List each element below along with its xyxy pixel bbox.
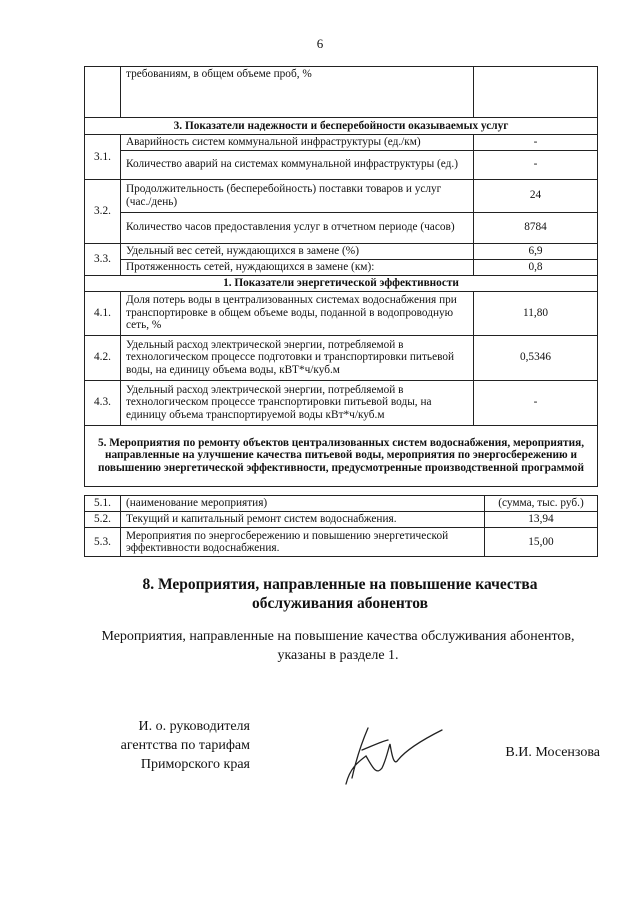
table-row xyxy=(85,512,598,528)
section-header-row xyxy=(85,275,598,291)
section-5-header: 5. Мероприятия по ремонту объектов централизованных систем водоснабжения, мероприятия, направленные на улучшение качества питьевой воды, мероприятия по энергосбережению и повышению энергетической эффективности, предусмотренные производственной программой xyxy=(85,425,598,486)
row-number-cell xyxy=(85,67,121,118)
signatory-position: И. о. руководителя агентства по тарифам Приморского края xyxy=(120,719,250,772)
row-text-cell: Доля потерь воды в централизованных системах водоснабжения при транспортировке в общем объеме воды, поданной в водопроводную сеть, % xyxy=(121,291,474,335)
row-value-cell: - xyxy=(474,135,598,151)
row-text-cell: Аварийность систем коммунальной инфраструктуры (ед./км) xyxy=(121,135,474,151)
section-header-row xyxy=(85,425,598,486)
row-value-cell: - xyxy=(474,380,598,425)
row-number-cell: 3.1. xyxy=(85,135,121,180)
section-4-header: 1. Показатели энергетической эффективности xyxy=(85,275,598,291)
row-value-cell: 11,80 xyxy=(474,291,598,335)
handwritten-signature xyxy=(332,720,452,790)
row-value-cell xyxy=(474,67,598,118)
table-row xyxy=(85,496,598,512)
table-row xyxy=(85,380,598,425)
row-value-cell: - xyxy=(474,150,598,179)
row-number-cell: 4.3. xyxy=(85,380,121,425)
table-row xyxy=(85,259,598,275)
row-text-cell: Мероприятия по энергосбережению и повышению энергетической эффективности водоснабжения. xyxy=(121,528,485,557)
row-text-cell: (наименование мероприятия) xyxy=(121,496,485,512)
row-text-cell: Протяженность сетей, нуждающихся в замене (км): xyxy=(121,259,474,275)
section-8-title: 8. Мероприятия, направленные на повышение качества обслуживания абонентов xyxy=(142,576,538,612)
row-number-cell: 5.3. xyxy=(85,528,121,557)
table-row xyxy=(85,528,598,557)
measures-table xyxy=(84,495,598,557)
row-text-cell: Удельный расход электрической энергии, потребляемой в технологическом процессе транспортировки питьевой воды, на единицу объема транспортируемой воды кВт*ч/куб.м xyxy=(121,380,474,425)
row-number-cell: 5.1. xyxy=(85,496,121,512)
row-text-cell: Текущий и капитальный ремонт систем водоснабжения. xyxy=(121,512,485,528)
table-row xyxy=(85,291,598,335)
row-number-cell: 3.3. xyxy=(85,243,121,275)
row-text-cell: Количество часов предоставления услуг в отчетном периоде (часов) xyxy=(121,212,474,243)
row-value-cell: 13,94 xyxy=(485,512,598,528)
signatory-name: В.И. Мосензова xyxy=(505,745,600,760)
row-text-cell: Количество аварий на системах коммунальной инфраструктуры (ед.) xyxy=(121,150,474,179)
table-row xyxy=(85,150,598,179)
section-3-header: 3. Показатели надежности и бесперебойности оказываемых услуг xyxy=(85,118,598,135)
table-row xyxy=(85,243,598,259)
row-text-cell: Удельный вес сетей, нуждающихся в замене (%) xyxy=(121,243,474,259)
table-row xyxy=(85,212,598,243)
section-header-row xyxy=(85,118,598,135)
row-number-cell: 3.2. xyxy=(85,179,121,243)
row-text-cell: Удельный расход электрической энергии, потребляемой в технологическом процессе подготовки и транспортировки питьевой воды, на единицу объема воды, кВТ*ч/куб.м xyxy=(121,335,474,380)
indicators-table xyxy=(84,66,598,487)
row-value-cell: 6,9 xyxy=(474,243,598,259)
table-row xyxy=(85,67,598,118)
row-text-cell: требованиям, в общем объеме проб, % xyxy=(121,67,474,118)
page-number: 6 xyxy=(316,36,324,51)
row-value-cell: 0,8 xyxy=(474,259,598,275)
row-value-cell: 8784 xyxy=(474,212,598,243)
row-value-cell: 15,00 xyxy=(485,528,598,557)
row-value-cell: (сумма, тыс. руб.) xyxy=(485,496,598,512)
table-row xyxy=(85,335,598,380)
table-row xyxy=(85,135,598,151)
row-number-cell: 5.2. xyxy=(85,512,121,528)
row-number-cell: 4.1. xyxy=(85,291,121,335)
row-value-cell: 24 xyxy=(474,179,598,212)
table-row xyxy=(85,179,598,212)
section-8-text: Мероприятия, направленные на повышение качества обслуживания абонентов, указаны в разделе 1. xyxy=(101,629,575,663)
row-text-cell: Продолжительность (бесперебойность) поставки товаров и услуг (час./день) xyxy=(121,179,474,212)
row-number-cell: 4.2. xyxy=(85,335,121,380)
row-value-cell: 0,5346 xyxy=(474,335,598,380)
